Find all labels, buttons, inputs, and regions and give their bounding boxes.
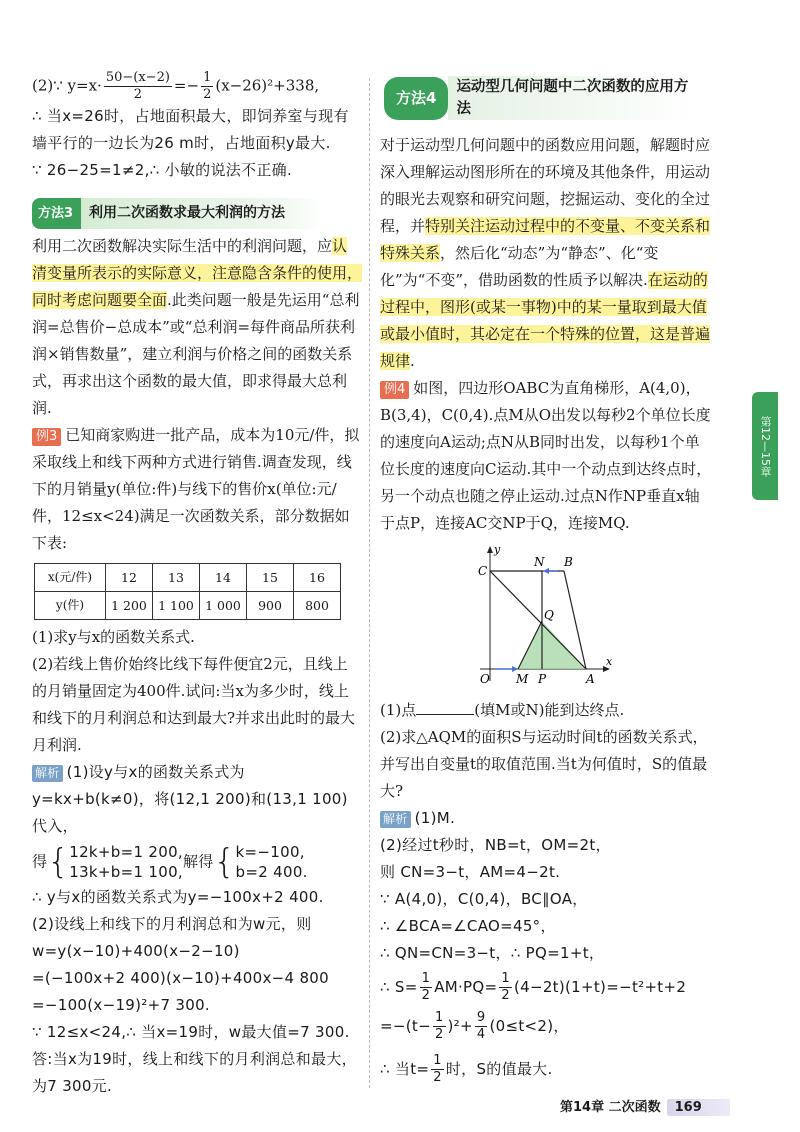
- text: 解得: [183, 852, 214, 871]
- solution-text: =−100(x−19)²+7 300.: [32, 996, 210, 1014]
- fraction: [104, 70, 172, 103]
- solution-tag: 解析: [380, 811, 411, 828]
- solution-start: [32, 759, 362, 840]
- text: (x−26)²+338,: [215, 76, 320, 95]
- answer-blank[interactable]: [416, 698, 474, 715]
- table-cell: 13: [153, 564, 200, 592]
- example-text: 已知商家购进一批产品，成本为10元/件，拟采取线上和线下两种方式进行销售.调查发现，线下的月销量y(单位:件)与线下的售价x(单位:元/件，12≤x<24)满足一次函数关系，部分数据如下表:: [32, 426, 360, 552]
- solution-text: (1)M.: [414, 809, 456, 827]
- equation-system: [32, 842, 362, 882]
- brace-system: [214, 842, 308, 882]
- equation: b=2 400.: [235, 863, 308, 881]
- solution-text: (2)经过t秒时，NB=t，OM=2t，: [380, 836, 611, 854]
- text: ∴ 当t=: [380, 1060, 430, 1078]
- text: (4−2t)(1+t)=−t²+t+2: [513, 978, 687, 996]
- example-tag: 例3: [32, 428, 61, 446]
- brace-glyph: {: [213, 842, 236, 882]
- fraction: [475, 1010, 488, 1043]
- label-x: x: [606, 655, 613, 668]
- numerator: 50−(x−2): [105, 70, 170, 85]
- solution-text: ∴ QN=CN=3−t，∴ PQ=1+t，: [380, 944, 605, 962]
- text: (0≤t<2)，: [489, 1017, 569, 1035]
- solution-text: ∴ y与x的函数关系式为y=−100x+2 400.: [32, 888, 324, 906]
- method-title: 利用二次函数求最大利润的方法: [81, 198, 325, 229]
- text: 得: [32, 852, 48, 871]
- numerator: 9: [476, 1010, 486, 1025]
- numerator: 1: [501, 971, 510, 986]
- method4-paragraph: [380, 132, 712, 375]
- text: (填M或N)能到达终点.: [474, 701, 625, 719]
- denominator: 4: [476, 1027, 486, 1042]
- solution-text: 答:当x为19时，线上和线下的月利润总和最大，为7 300元.: [32, 1050, 357, 1095]
- text: 时，S的值最大.: [445, 1060, 553, 1078]
- formula-line: [32, 70, 362, 103]
- solution-text: ∴ ∠BCA=∠CAO=45°，: [380, 917, 556, 935]
- question-2: (2)若线上售价始终比线下每件便宜2元，且线上的月销量固定为400件.试问:当x为多少时，线上和线下的月利润总和达到最大?并求出此时的最大月利润.: [32, 655, 356, 754]
- highlight-text: 认清变量所表示的实际意义，注意隐含条件的使用，同时考虑问题要全面: [32, 237, 363, 309]
- solution-text: ∵ 12≤x<24,∴ 当x=19时，w最大值=7 300.: [32, 1023, 350, 1041]
- text: ，然后化“动态”为“静态”、化“变化”为“不变”，借助函数的性质予以解决.: [380, 244, 659, 289]
- method3-paragraph: [32, 233, 362, 422]
- method3-header: [32, 198, 362, 229]
- solution-text: ∵ 26−25=1≠2,∴ 小敏的说法不正确.: [32, 161, 293, 179]
- label-q: Q: [544, 608, 554, 622]
- denominator: 2: [434, 1027, 444, 1042]
- solution-start: [380, 805, 712, 832]
- fraction: [201, 70, 213, 103]
- table-cell: 1 000: [200, 592, 247, 620]
- text: AM·PQ=: [434, 978, 498, 996]
- text: (t−: [405, 1017, 431, 1035]
- example4: [380, 375, 712, 537]
- question-1: (1)求y与x的函数关系式.: [32, 628, 195, 646]
- geometry-figure: [380, 543, 712, 693]
- solution-text: =(−100x+2 400)(x−10)+400x−4 800: [32, 969, 329, 987]
- text: .: [410, 352, 415, 370]
- triangle-aqm: [518, 621, 586, 669]
- label-c: C: [478, 564, 488, 578]
- text: 对于运动型几何问题中的函数应用问题，解题时应深入理解运动图形所在的环境及其他条件，用运动的眼光去观察和研究问题，挖掘运动、变化的全过程，并: [380, 136, 711, 235]
- example3: [32, 422, 362, 557]
- label-p: P: [538, 672, 547, 686]
- y-axis-arrow: [487, 546, 493, 553]
- denominator: 2: [133, 87, 143, 102]
- fraction: [499, 971, 512, 1004]
- left-column: [32, 70, 362, 1100]
- text: =−: [173, 76, 200, 95]
- numerator: 1: [434, 1010, 444, 1025]
- table-cell: 1 200: [106, 592, 153, 620]
- label-y: y: [494, 543, 501, 556]
- numerator: 1: [203, 70, 212, 85]
- example-tag: 例4: [380, 381, 409, 399]
- page-number: 169: [667, 1099, 730, 1116]
- text: (2)∵ y=x·: [32, 76, 102, 95]
- text: =−: [380, 1017, 406, 1035]
- equation: k=−100,: [235, 843, 305, 861]
- table-cell: 12: [106, 564, 153, 592]
- table-cell: 14: [200, 564, 247, 592]
- solution-text: w=y(x−10)+400(x−2−10): [32, 942, 240, 960]
- numerator: 1: [433, 1053, 442, 1068]
- denominator: 2: [203, 87, 212, 102]
- question-1: [380, 697, 712, 724]
- solution-tag: 解析: [32, 765, 63, 782]
- table-cell: 15: [247, 564, 294, 592]
- chapter-side-tab[interactable]: [752, 392, 778, 500]
- example-text: 如图，四边形OABC为直角梯形，A(4,0)，B(3,4)，C(0,4).点M从O出发以每秒2个单位长度的速度向A运动;点N从B同时出发，以每秒1个单位长度的速度向C运动.其中一个动点到达终点时，另一个动点也随之停止运动.过点N作NP垂直x轴于点P，连接AC交NP于Q，连接MQ.: [380, 379, 712, 532]
- table-cell: 800: [294, 592, 341, 620]
- denominator: 2: [433, 1070, 442, 1085]
- text: .此类问题一般是先运用“总利润=总售价−总成本”或“总利润=每件商品所获利润×销售数量”，建立利润与价格之间的函数关系式，再求出这个函数的最大值，即求得最大总利润.: [32, 291, 360, 417]
- chapter-label: 第14章 二次函数: [560, 1100, 661, 1115]
- solution-text: 则 CN=3−t，AM=4−2t.: [380, 863, 561, 881]
- brace-system: [47, 842, 183, 882]
- method-tag: 方法4: [384, 77, 448, 120]
- solution-text: ∴ 当x=26时，占地面积最大，即饲养室与现有墙平行的一边长为26 m时，占地面积y最大.: [32, 107, 349, 152]
- method-title: 运动型几何问题中二次函数的应用方法: [448, 76, 696, 120]
- fraction: [431, 1053, 444, 1086]
- label-a: A: [586, 672, 595, 686]
- side-tab-label: 第12—15章: [759, 415, 772, 477]
- method4-header: [380, 70, 712, 126]
- fraction: [433, 1010, 446, 1043]
- formula-line: [380, 1010, 712, 1043]
- label-o: O: [480, 672, 490, 686]
- column-divider: [369, 78, 370, 1088]
- table-header: y(件): [35, 592, 106, 620]
- highlight-text: 特别关注运动过程中的不变量、不变关系和特殊关系: [380, 217, 711, 262]
- table-cell: 1 100: [153, 592, 200, 620]
- brace-glyph: {: [47, 842, 70, 882]
- data-table: [34, 563, 341, 620]
- method-tag: 方法3: [32, 198, 81, 229]
- formula-line: [380, 1053, 712, 1086]
- table-cell: 900: [247, 592, 294, 620]
- label-m: M: [516, 672, 529, 686]
- table-header: x(元/件): [35, 564, 106, 592]
- question-2: (2)求△AQM的面积S与运动时间t的函数关系式，并写出自变量t的取值范围.当t为何值时，S的值最大?: [380, 728, 708, 800]
- equation: 12k+b=1 200,: [69, 843, 183, 861]
- label-n: N: [534, 555, 545, 569]
- text: )²+: [447, 1017, 473, 1035]
- label-b: B: [564, 555, 573, 569]
- text: (1)点: [380, 701, 417, 719]
- solution-text: ∵ A(4,0)，C(0,4)，BC∥OA，: [380, 890, 588, 908]
- solution-text: (2)设线上和线下的月利润总和为w元，则: [32, 915, 312, 933]
- table-row: [35, 592, 341, 620]
- denominator: 2: [501, 988, 510, 1003]
- fraction: [420, 971, 433, 1004]
- denominator: 2: [421, 988, 431, 1003]
- table-cell: 16: [294, 564, 341, 592]
- table-row: [35, 564, 341, 592]
- page-footer: [560, 1096, 730, 1116]
- solution-text: (1)设y与x的函数关系式为y=kx+b(k≠0)，将(12,1 200)和(13,1 100)代入，: [32, 763, 348, 835]
- highlight-text: 在运动的过程中，图形(或某一事物)中的某一量取到最大值或最小值时，其必定在一个特殊的位置，这是普遍规律: [380, 271, 711, 370]
- formula-line: [380, 971, 712, 1004]
- right-column: [380, 70, 712, 1086]
- numerator: 1: [421, 971, 431, 986]
- equation: 13k+b=1 100,: [69, 863, 183, 881]
- text: 利用二次函数解决实际生活中的利润问题，应: [32, 237, 333, 255]
- text: ∴ S=: [380, 978, 418, 996]
